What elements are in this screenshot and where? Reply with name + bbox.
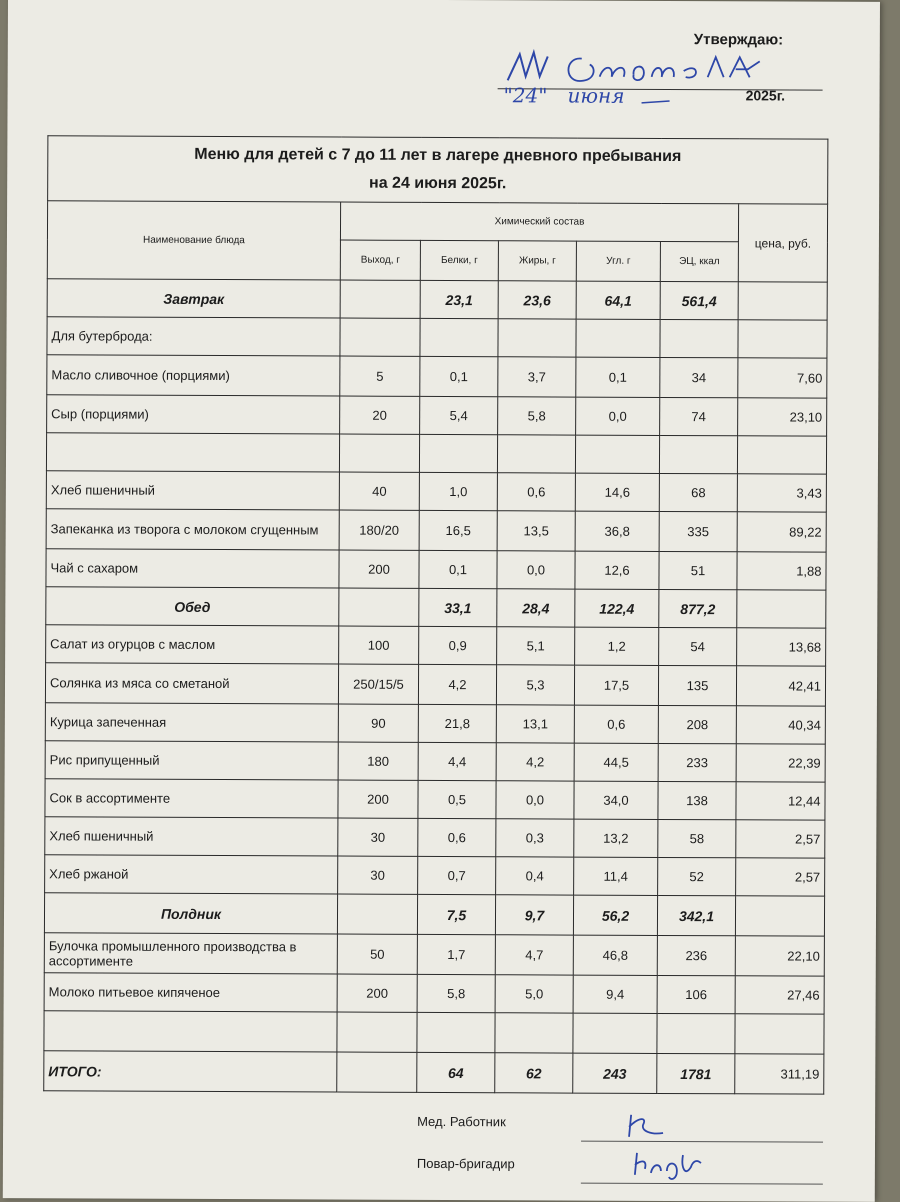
cell-dish-name: ИТОГО:	[44, 1051, 337, 1092]
cell-price	[738, 282, 827, 320]
cell-price: 2,57	[736, 858, 825, 896]
document-page	[3, 0, 880, 1202]
cell-carbs: 0,6	[574, 705, 658, 743]
cell-price: 27,46	[735, 976, 824, 1014]
med-worker-label: Мед. Работник	[417, 1113, 506, 1130]
cell-yield: 180	[338, 742, 418, 780]
cell-yield	[340, 318, 420, 356]
med-worker-signature-line	[581, 1141, 823, 1143]
section-row	[44, 893, 824, 936]
menu-row	[45, 663, 825, 706]
header-yield: Выход, г	[340, 240, 420, 280]
cell-energy: 138	[658, 781, 736, 819]
title-row	[48, 136, 828, 204]
cell-energy: 34	[660, 357, 738, 397]
cell-carbs: 12,6	[575, 551, 659, 589]
cell-fat: 9,7	[495, 895, 573, 935]
menu-row	[45, 817, 825, 858]
cell-price: 22,39	[736, 744, 825, 782]
cell-protein: 0,6	[418, 818, 496, 856]
cell-fat: 5,0	[495, 975, 573, 1013]
cell-price: 89,22	[737, 512, 826, 552]
menu-title-line1: Меню для детей с 7 до 11 лет в лагере дневного пребывания	[194, 145, 682, 166]
cell-carbs: 44,5	[574, 743, 658, 781]
menu-title-line2: на 24 июня 2025г.	[369, 174, 507, 193]
cell-dish-name	[46, 433, 339, 472]
cell-fat: 4,2	[496, 743, 574, 781]
cell-yield: 200	[338, 780, 418, 818]
cell-protein: 7,5	[417, 894, 495, 934]
menu-row	[47, 355, 827, 398]
cell-yield: 200	[337, 974, 417, 1012]
cell-protein: 5,4	[420, 396, 498, 434]
date-day: "24"	[503, 83, 548, 108]
cell-protein: 21,8	[418, 704, 496, 742]
cell-carbs: 34,0	[574, 781, 658, 819]
cell-carbs: 1,2	[575, 627, 659, 665]
cell-carbs	[576, 319, 660, 357]
cell-dish-name: Молоко питьевое кипяченое	[44, 973, 337, 1012]
cell-price: 40,34	[736, 706, 825, 744]
menu-row	[46, 509, 826, 552]
cell-fat: 0,3	[496, 819, 574, 857]
cell-carbs: 122,4	[575, 589, 659, 627]
header-protein: Белки, г	[420, 240, 498, 280]
cell-price: 2,57	[736, 820, 825, 858]
med-worker-signature	[623, 1111, 673, 1141]
menu-row	[47, 395, 827, 436]
cell-yield	[337, 1012, 417, 1052]
cell-protein: 1,0	[419, 472, 497, 510]
cell-energy	[659, 435, 737, 473]
cell-fat: 5,1	[497, 627, 575, 665]
cell-carbs: 64,1	[576, 281, 660, 319]
section-row	[46, 587, 826, 628]
menu-row	[44, 933, 824, 976]
menu-row	[45, 703, 825, 744]
cell-dish-name: Булочка промышленного производства в ассортименте	[44, 933, 337, 974]
cell-fat	[497, 435, 575, 473]
cell-dish-name: Рис припущенный	[45, 741, 338, 780]
cell-carbs: 9,4	[573, 975, 657, 1013]
cell-yield	[339, 434, 419, 472]
total-row	[44, 1051, 824, 1094]
cell-price: 7,60	[738, 358, 827, 398]
cell-protein: 23,1	[420, 280, 498, 318]
cell-energy: 342,1	[657, 895, 735, 935]
cell-energy: 52	[658, 857, 736, 895]
cell-protein: 5,8	[417, 974, 495, 1012]
cell-fat: 3,7	[498, 357, 576, 397]
cell-price: 22,10	[735, 936, 824, 976]
cell-yield: 200	[339, 550, 419, 588]
date-month: июня	[567, 83, 625, 108]
cell-price	[735, 1014, 824, 1054]
cell-protein: 33,1	[419, 588, 497, 626]
cell-fat: 5,8	[498, 397, 576, 435]
cell-fat	[495, 1013, 573, 1053]
cell-dish-name: Хлеб пшеничный	[45, 817, 338, 856]
section-row	[47, 279, 827, 320]
cell-energy: 1781	[657, 1053, 735, 1093]
cell-yield: 180/20	[339, 510, 419, 550]
cell-price	[737, 590, 826, 628]
cell-dish-name: Обед	[46, 587, 339, 626]
cell-carbs: 46,8	[573, 935, 657, 975]
cell-carbs: 56,2	[573, 895, 657, 935]
cell-fat: 0,0	[496, 781, 574, 819]
header-fat: Жиры, г	[498, 241, 576, 281]
cell-protein: 64	[417, 1052, 495, 1092]
cell-dish-name: Сыр (порциями)	[47, 395, 340, 434]
cell-protein	[417, 1012, 495, 1052]
cell-energy	[657, 1013, 735, 1053]
cell-dish-name: Салат из огурцов с маслом	[46, 625, 339, 664]
cell-fat: 5,3	[496, 665, 574, 705]
cell-price	[738, 320, 827, 358]
cell-price: 12,44	[736, 782, 825, 820]
cell-yield: 20	[340, 396, 420, 434]
cell-yield: 50	[337, 934, 417, 974]
menu-row	[44, 973, 824, 1014]
cell-dish-name: Сок в ассортименте	[45, 779, 338, 818]
cell-carbs: 36,8	[575, 511, 659, 551]
cell-yield	[339, 588, 419, 626]
cell-price: 1,88	[737, 552, 826, 590]
cell-fat: 13,5	[497, 511, 575, 551]
cell-fat: 4,7	[495, 935, 573, 975]
cell-yield: 90	[338, 704, 418, 742]
menu-row	[46, 433, 826, 474]
cell-protein: 1,7	[417, 934, 495, 974]
cell-protein: 0,9	[419, 626, 497, 664]
menu-row	[45, 741, 825, 782]
cell-yield	[337, 1052, 417, 1092]
menu-title	[48, 136, 828, 204]
cell-energy: 236	[657, 935, 735, 975]
cell-dish-name: Для бутерброда:	[47, 317, 340, 356]
cell-fat: 13,1	[496, 705, 574, 743]
cell-protein: 16,5	[419, 510, 497, 550]
approval-label: Утверждаю:	[693, 31, 784, 49]
menu-row	[46, 471, 826, 512]
cell-dish-name: Солянка из мяса со сметаной	[45, 663, 338, 704]
cell-energy: 68	[659, 473, 737, 511]
header-carbs: Угл. г	[576, 241, 660, 281]
cell-dish-name: Завтрак	[47, 279, 340, 318]
cell-carbs: 17,5	[574, 665, 658, 705]
cell-dish-name: Курица запеченная	[45, 703, 338, 742]
header-energy: ЭЦ, ккал	[660, 241, 738, 281]
menu-row	[45, 855, 825, 896]
cell-price	[737, 436, 826, 474]
cell-dish-name: Запеканка из творога с молоком сгущенным	[46, 509, 339, 550]
cell-dish-name: Хлеб пшеничный	[46, 471, 339, 510]
cell-dish-name: Чай с сахаром	[46, 549, 339, 588]
cell-yield: 40	[339, 472, 419, 510]
cell-carbs	[575, 435, 659, 473]
menu-row	[46, 549, 826, 590]
cell-energy	[660, 319, 738, 357]
cell-energy: 561,4	[660, 281, 738, 319]
cook-label: Повар-бригадир	[416, 1155, 515, 1172]
cell-dish-name	[44, 1011, 337, 1052]
cell-protein	[419, 434, 497, 472]
cell-carbs: 243	[573, 1053, 657, 1093]
cell-energy: 106	[657, 975, 735, 1013]
header-chemical-composition: Химический состав	[340, 202, 738, 242]
approval-year: 2025г.	[745, 87, 786, 104]
menu-table	[43, 135, 828, 1094]
cook-signature	[631, 1147, 711, 1183]
menu-row	[47, 317, 827, 358]
cell-fat: 0,0	[497, 551, 575, 589]
cell-price: 23,10	[738, 398, 827, 436]
cell-carbs: 13,2	[574, 819, 658, 857]
cell-protein: 4,4	[418, 742, 496, 780]
cell-yield: 250/15/5	[338, 664, 418, 704]
cell-carbs: 11,4	[574, 857, 658, 895]
cell-price: 13,68	[737, 628, 826, 666]
cell-carbs	[573, 1013, 657, 1053]
header-dish-name: Наименование блюда	[47, 201, 340, 280]
cell-energy: 54	[659, 627, 737, 665]
cell-yield	[337, 894, 417, 934]
cell-fat: 62	[495, 1053, 573, 1093]
cell-protein: 0,1	[419, 550, 497, 588]
menu-row	[44, 1011, 824, 1054]
cell-carbs: 0,1	[576, 357, 660, 397]
cell-dish-name: Масло сливочное (порциями)	[47, 355, 340, 396]
cell-energy: 208	[658, 705, 736, 743]
cell-price: 3,43	[737, 474, 826, 512]
cell-dish-name: Хлеб ржаной	[45, 855, 338, 894]
cell-protein: 0,7	[418, 856, 496, 894]
cell-dish-name: Полдник	[44, 893, 337, 934]
cell-fat: 28,4	[497, 589, 575, 627]
cell-price: 311,19	[735, 1054, 824, 1094]
cell-fat	[498, 319, 576, 357]
menu-row	[46, 625, 826, 666]
cell-price: 42,41	[736, 666, 825, 706]
cell-fat: 0,6	[497, 473, 575, 511]
cell-carbs: 14,6	[575, 473, 659, 511]
cell-energy: 877,2	[659, 589, 737, 627]
cell-energy: 233	[658, 743, 736, 781]
cell-fat: 0,4	[496, 857, 574, 895]
cell-energy: 135	[658, 665, 736, 705]
cell-yield: 30	[338, 818, 418, 856]
cell-yield: 30	[338, 856, 418, 894]
cell-energy: 51	[659, 551, 737, 589]
cell-fat: 23,6	[498, 281, 576, 319]
cell-carbs: 0,0	[576, 397, 660, 435]
cell-protein: 0,1	[420, 356, 498, 396]
header-price: цена, руб.	[738, 204, 827, 282]
cell-energy: 335	[659, 511, 737, 551]
handwritten-date	[502, 80, 672, 111]
cell-yield: 100	[339, 626, 419, 664]
cell-protein	[420, 318, 498, 356]
cell-yield	[340, 280, 420, 318]
cell-yield: 5	[340, 356, 420, 396]
header-row-1	[47, 201, 827, 242]
cell-price	[735, 896, 824, 936]
menu-row	[45, 779, 825, 820]
cell-protein: 0,5	[418, 780, 496, 818]
cell-energy: 58	[658, 819, 736, 857]
cell-energy: 74	[660, 397, 738, 435]
cell-protein: 4,2	[418, 664, 496, 704]
